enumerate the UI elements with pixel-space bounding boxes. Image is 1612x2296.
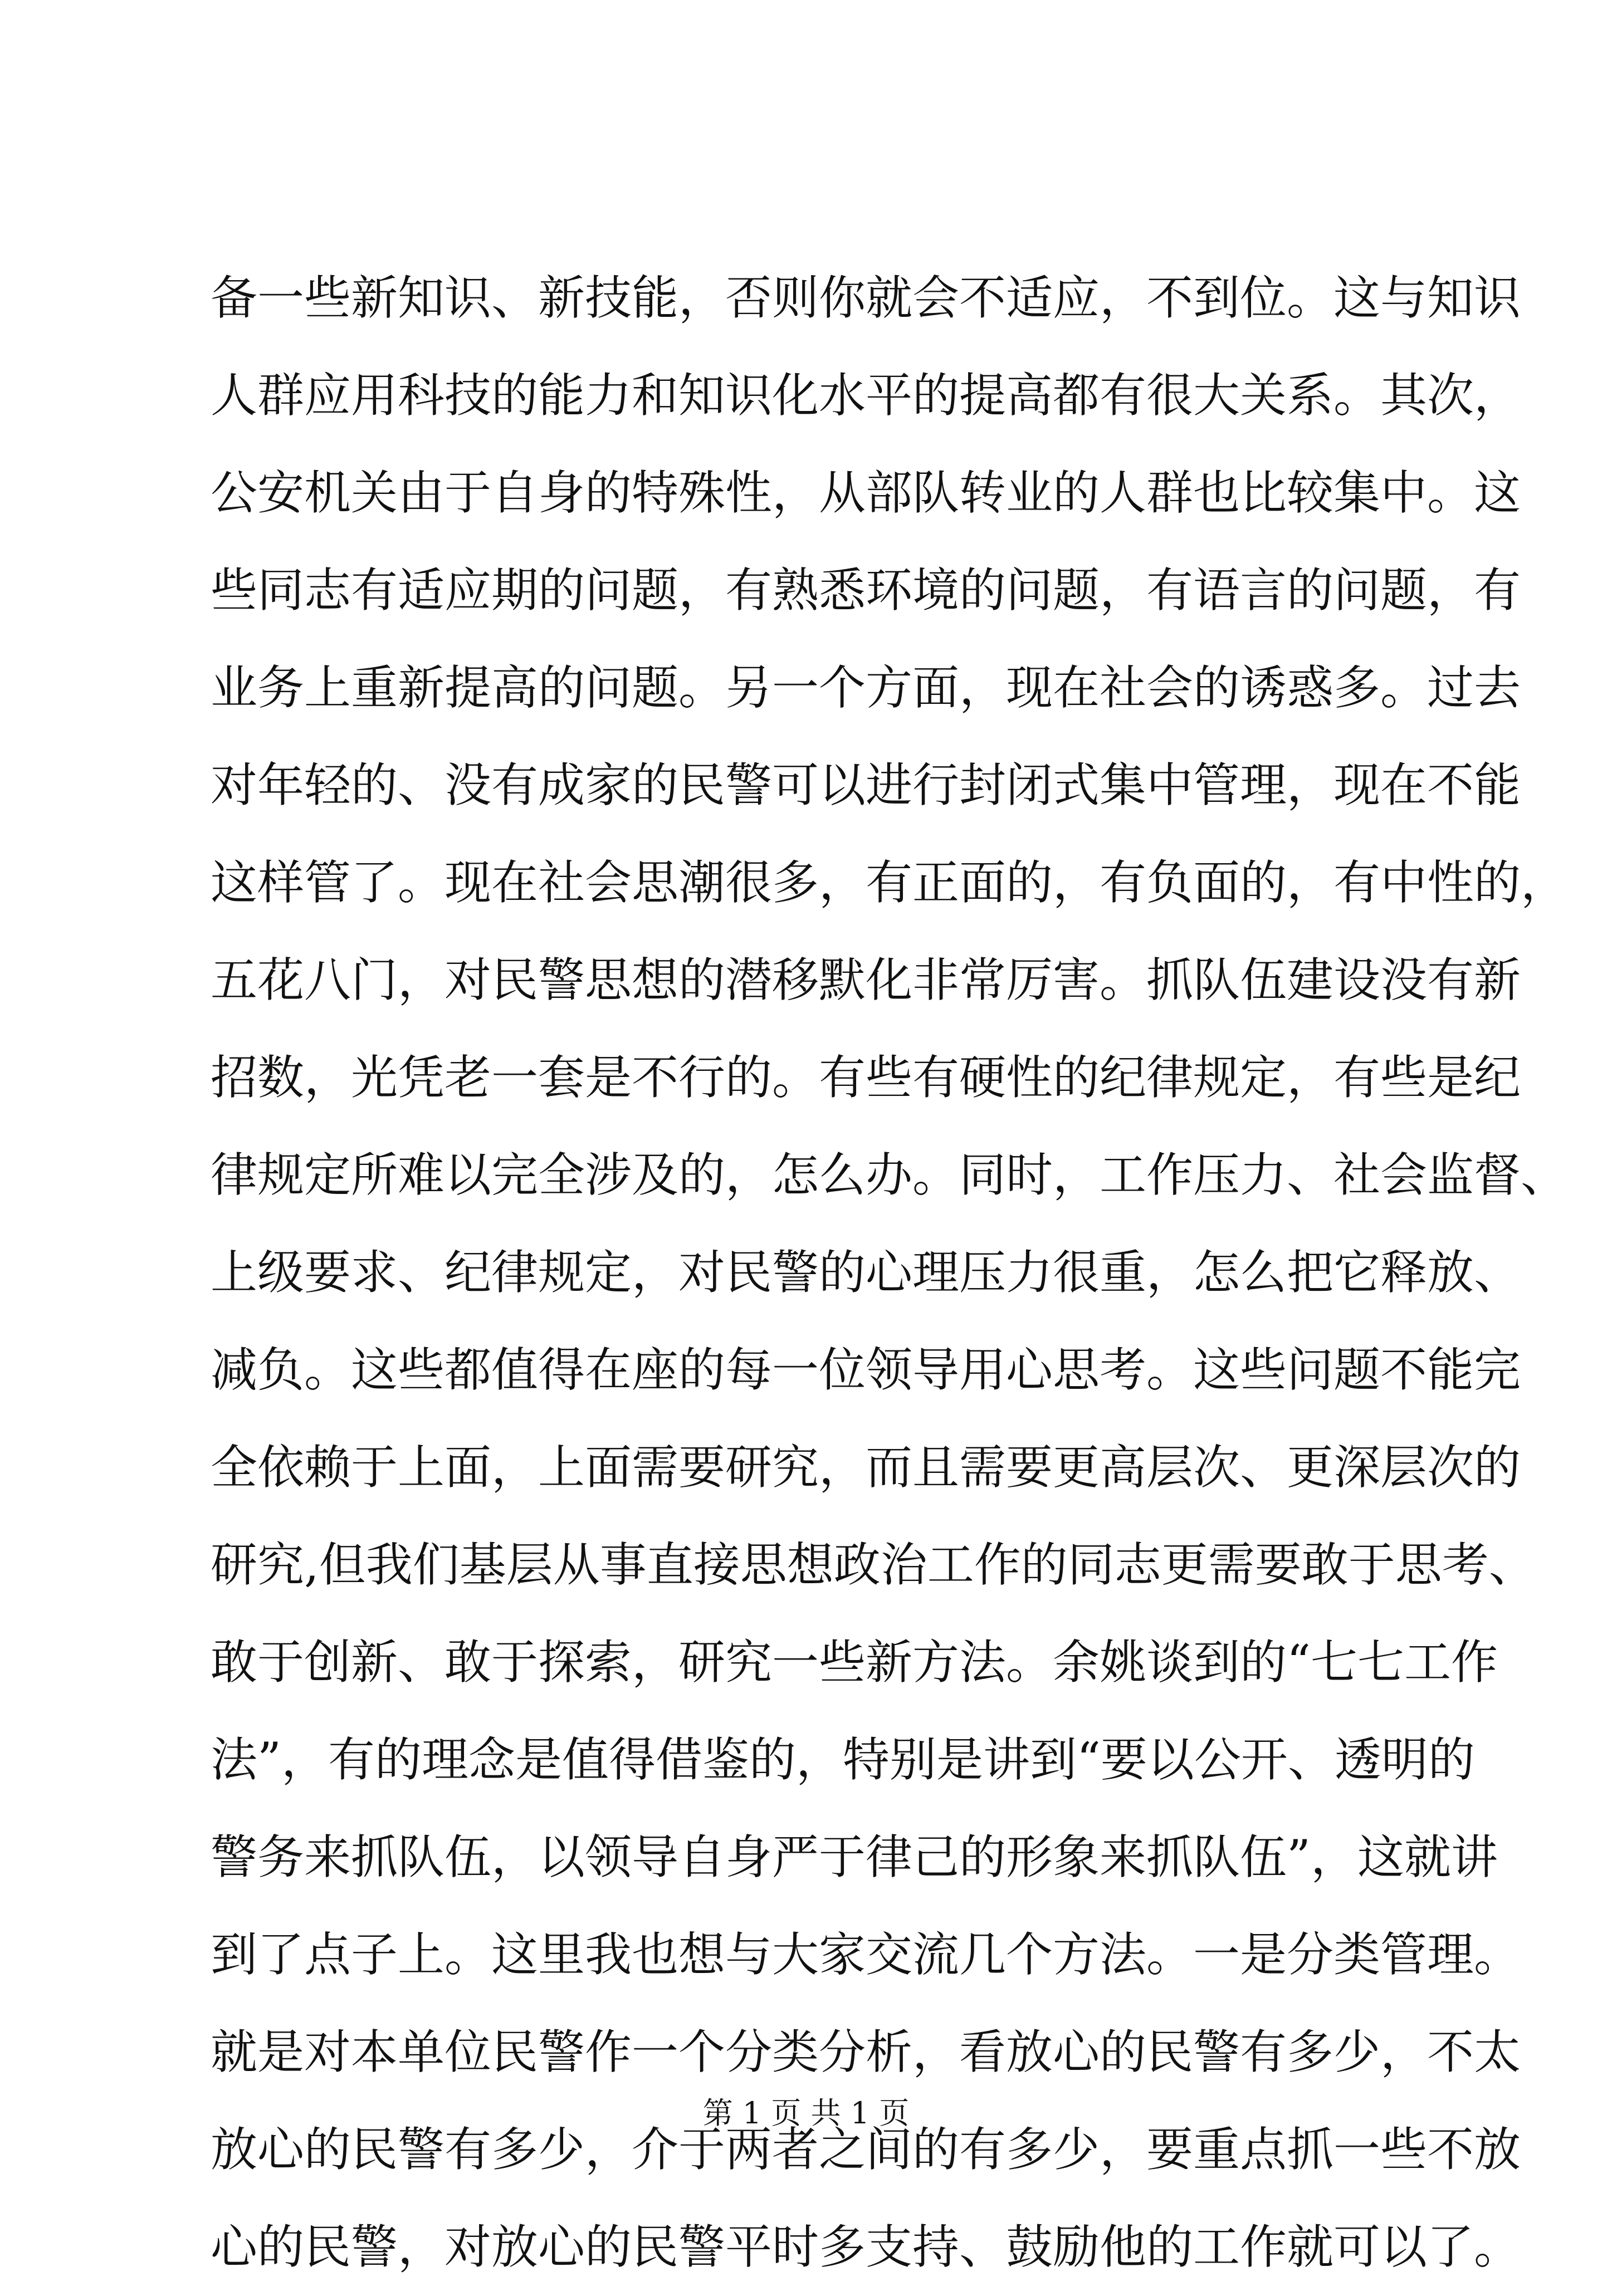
page-number-footer: 第 1 页 共 1 页 [702,2096,910,2131]
text-line: 就是对本单位民警作一个分类分析，看放心的民警有多少，不太 [211,2025,1521,2079]
text-line: 法”，有的理念是值得借鉴的，特别是讲到“要以公开、透明的 [211,1732,1475,1787]
text-line: 对年轻的、没有成家的民警可以进行封闭式集中管理，现在不能 [211,758,1521,812]
text-line: 业务上重新提高的问题。另一个方面，现在社会的诱惑多。过去 [211,660,1521,715]
text-line: 五花八门，对民警思想的潜移默化非常厉害。抓队伍建设没有新 [211,953,1521,1007]
text-line: 这样管了。现在社会思潮很多，有正面的，有负面的，有中性的， [211,855,1568,910]
text-line: 公安机关由于自身的特殊性，从部队转业的人群也比较集中。这 [211,466,1521,520]
text-line: 备一些新知识、新技能，否则你就会不适应，不到位。这与知识 [211,271,1521,325]
text-line: 警务来抓队伍，以领导自身严于律己的形象来抓队伍”，这就讲 [211,1830,1498,1884]
body-text [211,249,1568,2296]
text-line: 全依赖于上面，上面需要研究，而且需要更高层次、更深层次的 [211,1440,1521,1495]
text-line: 人群应用科技的能力和知识化水平的提高都有很大关系。其次， [211,368,1521,423]
text-line: 到了点子上。这里我也想与大家交流几个方法。一是分类管理。 [211,1927,1521,1982]
text-line: 律规定所难以完全涉及的，怎么办。同时，工作压力、社会监督、 [211,1148,1568,1202]
text-line: 招数，光凭老一套是不行的。有些有硬性的纪律规定，有些是纪 [211,1050,1521,1105]
text-line: 研究,但我们基层从事直接思想政治工作的同志更需要敢于思考、 [211,1538,1536,1592]
text-line: 敢于创新、敢于探索，研究一些新方法。余姚谈到的“七七工作 [211,1635,1498,1690]
text-line: 放心的民警有多少，介于两者之间的有多少，要重点抓一些不放 [211,2122,1521,2177]
text-line: 心的民警，对放心的民警平时多支持、鼓励他的工作就可以了。 [211,2220,1521,2274]
text-line: 减负。这些都值得在座的每一位领导用心思考。这些问题不能完 [211,1343,1521,1397]
text-line: 上级要求、纪律规定，对民警的心理压力很重，怎么把它释放、 [211,1245,1521,1300]
text-line: 些同志有适应期的问题，有熟悉环境的问题，有语言的问题，有 [211,563,1521,618]
